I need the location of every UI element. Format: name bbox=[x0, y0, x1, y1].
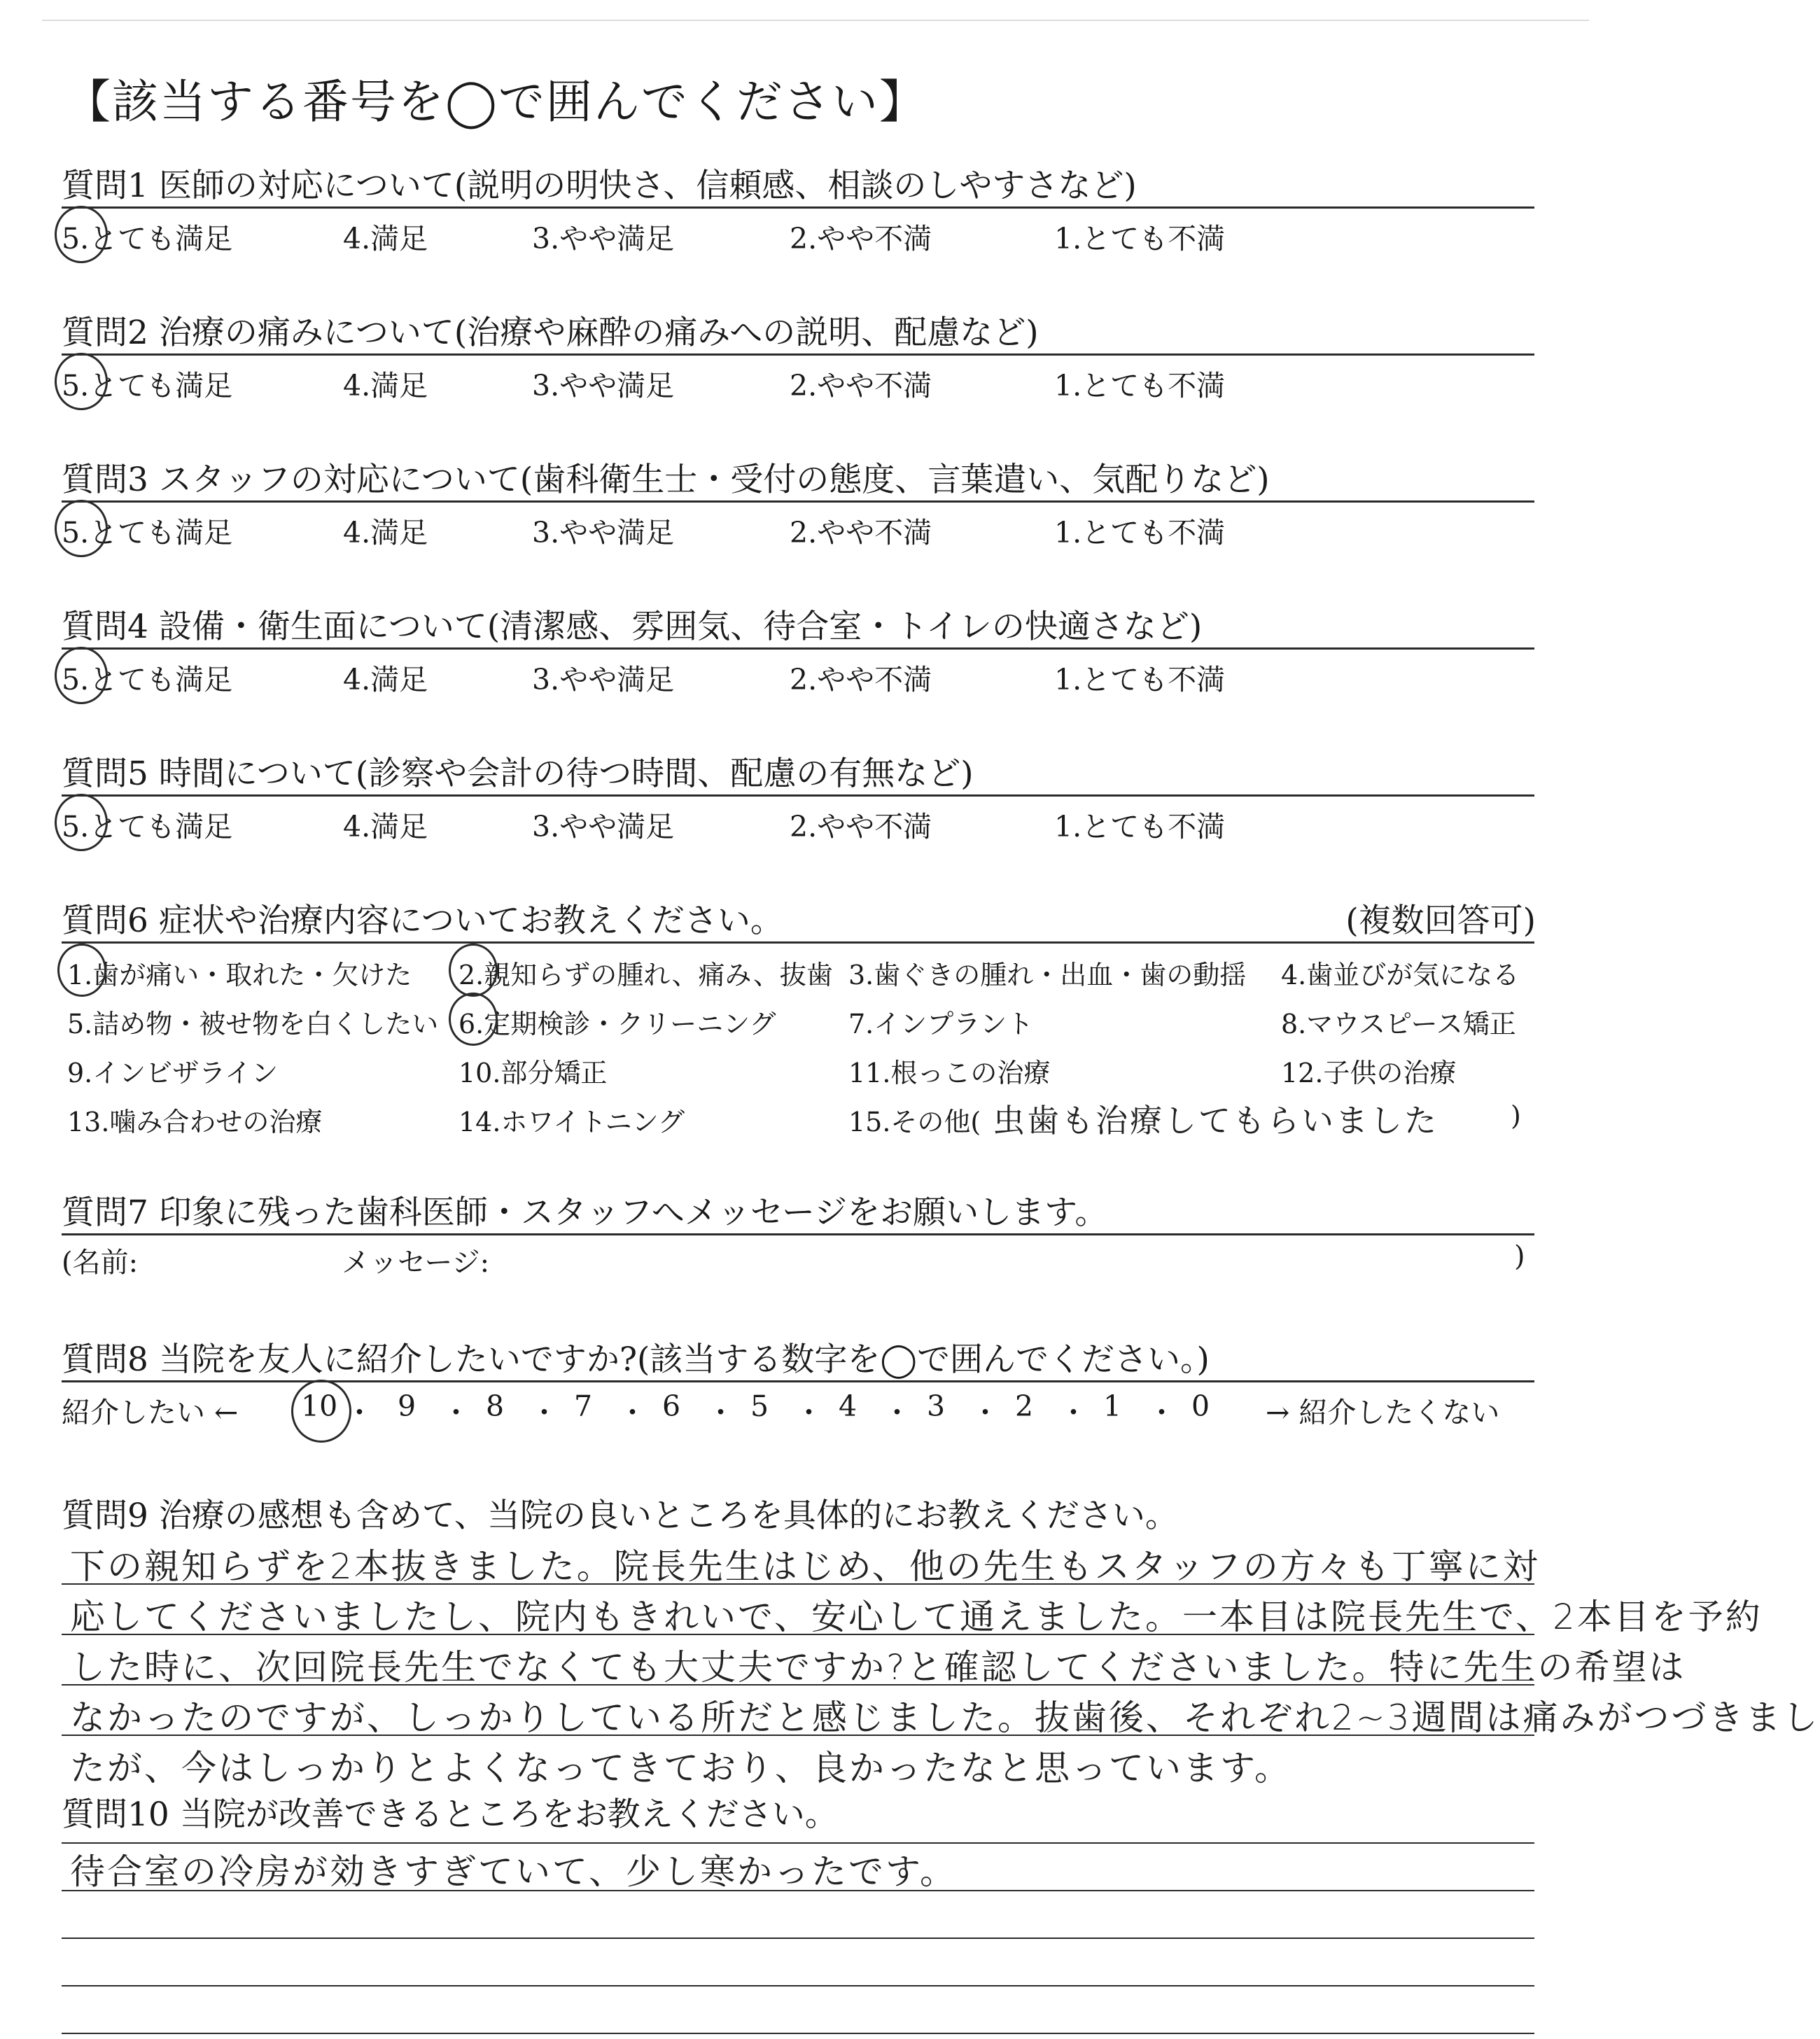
q2-rule bbox=[62, 353, 1534, 356]
q3-option-4[interactable]: 4.満足 bbox=[343, 516, 428, 549]
q9-rule-3 bbox=[62, 1684, 1534, 1686]
q9-rule-4 bbox=[62, 1735, 1534, 1736]
q1-option-2[interactable]: 2.やや不満 bbox=[790, 222, 932, 255]
q7-label: 質問7 印象に残った歯科医師・スタッフへメッセージをお願いします。 bbox=[62, 1193, 1108, 1232]
q8-scale-0[interactable]: 0 bbox=[1191, 1389, 1210, 1423]
q4-options bbox=[62, 657, 1532, 699]
q9-answer-line-4: なかったのですが、しっかりしている所だと感じました。抜歯後、それぞれ2~3週間は痛みがつづきまし bbox=[70, 1697, 1820, 1738]
q8-label: 質問8 当院を友人に紹介したいですか?(該当する数字を◯で囲んでください。) bbox=[62, 1340, 1210, 1379]
q2-label: 質問2 治療の痛みについて(治療や麻酔の痛みへの説明、配慮など) bbox=[62, 314, 1039, 352]
q8-scale-7[interactable]: 7 bbox=[574, 1389, 593, 1423]
q6-option-3[interactable]: 3.歯ぐきの腫れ・出血・歯の動揺 bbox=[848, 960, 1247, 990]
q9-answer-line-5: たが、今はしっかりとよくなってきており、良かったなと思っています。 bbox=[70, 1748, 1292, 1788]
q4-option-5[interactable]: 5.とても満足 bbox=[62, 663, 233, 696]
q6-other-text: 虫歯も治療してもらいました bbox=[993, 1102, 1438, 1140]
q2-option-2[interactable]: 2.やや不満 bbox=[790, 369, 932, 402]
q6-option-9[interactable]: 9.インビザライン bbox=[67, 1058, 279, 1088]
q3-options bbox=[62, 510, 1532, 552]
q8-scale-4[interactable]: 4 bbox=[839, 1389, 858, 1423]
q2-option-4[interactable]: 4.満足 bbox=[343, 369, 428, 402]
q5-rule bbox=[62, 794, 1534, 797]
q8-selection-circle bbox=[291, 1380, 351, 1443]
q2-option-1[interactable]: 1.とても不満 bbox=[1054, 369, 1226, 402]
q3-option-3[interactable]: 3.やや満足 bbox=[532, 516, 675, 549]
q1-option-4[interactable]: 4.満足 bbox=[343, 222, 428, 255]
q8-separator: ・ bbox=[1147, 1396, 1176, 1429]
q1-selection-circle bbox=[55, 206, 108, 263]
q8-scale-8[interactable]: 8 bbox=[486, 1389, 505, 1423]
q7-close-paren: ) bbox=[1514, 1240, 1525, 1273]
q6-selection-circle-2 bbox=[449, 944, 498, 997]
q4-option-3[interactable]: 3.やや満足 bbox=[532, 663, 675, 696]
q8-scale-2[interactable]: 2 bbox=[1015, 1389, 1034, 1423]
q5-option-1[interactable]: 1.とても不満 bbox=[1054, 810, 1226, 843]
q3-label: 質問3 スタッフの対応について(歯科衛生士・受付の態度、言葉遣い、気配りなど) bbox=[62, 461, 1270, 499]
q8-separator: ・ bbox=[706, 1396, 735, 1429]
q9-answer-line-3: した時に、次回院長先生でなくても大丈夫ですか?と確認してくださいました。特に先生の希望は bbox=[70, 1647, 1686, 1688]
q6-option-11[interactable]: 11.根っこの治療 bbox=[848, 1058, 1051, 1088]
q2-selection-circle bbox=[55, 353, 108, 410]
q1-options bbox=[62, 216, 1532, 258]
q8-separator: ・ bbox=[971, 1396, 1000, 1429]
q1-option-3[interactable]: 3.やや満足 bbox=[532, 222, 675, 255]
q6-option-15[interactable]: 15.その他( bbox=[848, 1107, 981, 1137]
q8-separator: ・ bbox=[1059, 1396, 1088, 1429]
q2-options bbox=[62, 363, 1532, 405]
q8-rule bbox=[62, 1380, 1534, 1382]
q8-separator: ・ bbox=[530, 1396, 559, 1429]
q9-answer-line-2: 応してくださいましたし、院内もきれいで、安心して通えました。一本目は院長先生で、2本目を予約 bbox=[70, 1597, 1763, 1637]
q2-option-5[interactable]: 5.とても満足 bbox=[62, 369, 233, 402]
q6-option-12[interactable]: 12.子供の治療 bbox=[1281, 1058, 1457, 1088]
q8-scale-3[interactable]: 3 bbox=[927, 1389, 946, 1423]
q5-label: 質問5 時間について(診察や会計の待つ時間、配慮の有無など) bbox=[62, 755, 974, 793]
top-border bbox=[42, 20, 1589, 21]
q6-selection-circle-1 bbox=[57, 944, 106, 997]
q10-answer-line-1: 待合室の冷房が効きすぎていて、少し寒かったです。 bbox=[70, 1851, 957, 1892]
q3-option-2[interactable]: 2.やや不満 bbox=[790, 516, 932, 549]
q6-option-4[interactable]: 4.歯並びが気になる bbox=[1281, 960, 1520, 990]
q8-scale-5[interactable]: 5 bbox=[750, 1389, 769, 1423]
q1-rule bbox=[62, 206, 1534, 209]
q5-option-2[interactable]: 2.やや不満 bbox=[790, 810, 932, 843]
q1-option-1[interactable]: 1.とても不満 bbox=[1054, 222, 1226, 255]
q4-option-2[interactable]: 2.やや不満 bbox=[790, 663, 932, 696]
q8-separator: ・ bbox=[618, 1396, 647, 1429]
q8-right-label: → 紹介したくない bbox=[1266, 1396, 1500, 1429]
q3-rule bbox=[62, 500, 1534, 503]
q1-option-5[interactable]: 5.とても満足 bbox=[62, 222, 233, 255]
q6-option-2[interactable]: 2.親知らずの腫れ、痛み、抜歯 bbox=[458, 960, 833, 990]
q7-name-label: (名前: bbox=[62, 1247, 139, 1279]
q10-label: 質問10 当院が改善できるところをお教えください。 bbox=[62, 1795, 838, 1834]
q3-selection-circle bbox=[55, 500, 108, 557]
q10-rule-5 bbox=[62, 2033, 1534, 2034]
q9-label: 質問9 治療の感想も含めて、当院の良いところを具体的にお教えください。 bbox=[62, 1497, 1178, 1535]
page-title: 【該当する番号を◯で囲んでください】 bbox=[64, 75, 927, 129]
q6-rule bbox=[62, 941, 1534, 944]
q6-option-10[interactable]: 10.部分矯正 bbox=[458, 1058, 608, 1088]
q6-note: (複数回答可) bbox=[1345, 902, 1536, 940]
q8-left-label: 紹介したい ← bbox=[62, 1396, 239, 1429]
q5-option-5[interactable]: 5.とても満足 bbox=[62, 810, 233, 843]
q8-separator: ・ bbox=[883, 1396, 911, 1429]
q1-label: 質問1 医師の対応について(説明の明快さ、信頼感、相談のしやすさなど) bbox=[62, 167, 1137, 205]
q4-rule bbox=[62, 647, 1534, 650]
q5-option-3[interactable]: 3.やや満足 bbox=[532, 810, 675, 843]
q9-rule-2 bbox=[62, 1634, 1534, 1635]
q8-scale-1[interactable]: 1 bbox=[1103, 1389, 1122, 1423]
q5-options bbox=[62, 804, 1532, 846]
q9-answer-line-1: 下の親知らずを2本抜きました。院長先生はじめ、他の先生もスタッフの方々も丁寧に対 bbox=[70, 1546, 1540, 1587]
q6-option-16[interactable]: ) bbox=[1511, 1100, 1521, 1131]
q8-separator: ・ bbox=[345, 1396, 374, 1429]
q5-option-4[interactable]: 4.満足 bbox=[343, 810, 428, 843]
q6-selection-circle-6 bbox=[449, 993, 498, 1046]
q6-option-14[interactable]: 14.ホワイトニング bbox=[458, 1107, 685, 1137]
q8-separator: ・ bbox=[442, 1396, 470, 1429]
q8-separator: ・ bbox=[794, 1396, 823, 1429]
q2-option-3[interactable]: 3.やや満足 bbox=[532, 369, 675, 402]
q4-label: 質問4 設備・衛生面について(清潔感、雰囲気、待合室・トイレの快適さなど) bbox=[62, 608, 1203, 646]
q6-option-5[interactable]: 5.詰め物・被せ物を白くしたい bbox=[67, 1009, 439, 1039]
q4-option-1[interactable]: 1.とても不満 bbox=[1054, 663, 1226, 696]
q6-option-13[interactable]: 13.噛み合わせの治療 bbox=[67, 1107, 323, 1137]
q4-option-4[interactable]: 4.満足 bbox=[343, 663, 428, 696]
q6-option-8[interactable]: 8.マウスピース矯正 bbox=[1281, 1009, 1516, 1039]
q5-selection-circle bbox=[55, 794, 108, 851]
q3-option-1[interactable]: 1.とても不満 bbox=[1054, 516, 1226, 549]
q4-selection-circle bbox=[55, 647, 108, 704]
q8-scale-6[interactable]: 6 bbox=[662, 1389, 681, 1423]
q10-rule-4 bbox=[62, 1985, 1534, 1987]
q7-rule bbox=[62, 1233, 1534, 1235]
q8-scale-10[interactable]: 10 bbox=[301, 1389, 338, 1423]
q10-rule-3 bbox=[62, 1938, 1534, 1939]
q6-option-7[interactable]: 7.インプラント bbox=[848, 1009, 1034, 1039]
q6-label: 質問6 症状や治療内容についてお教えください。 bbox=[62, 902, 783, 940]
q6-option-6[interactable]: 6.定期検診・クリーニング bbox=[458, 1009, 776, 1039]
q8-scale-9[interactable]: 9 bbox=[398, 1389, 416, 1423]
q3-option-5[interactable]: 5.とても満足 bbox=[62, 516, 233, 549]
q7-message-label: メッセージ: bbox=[342, 1247, 490, 1279]
q6-option-1[interactable]: 1.歯が痛い・取れた・欠けた bbox=[67, 960, 412, 990]
q9-rule-1 bbox=[62, 1583, 1534, 1585]
